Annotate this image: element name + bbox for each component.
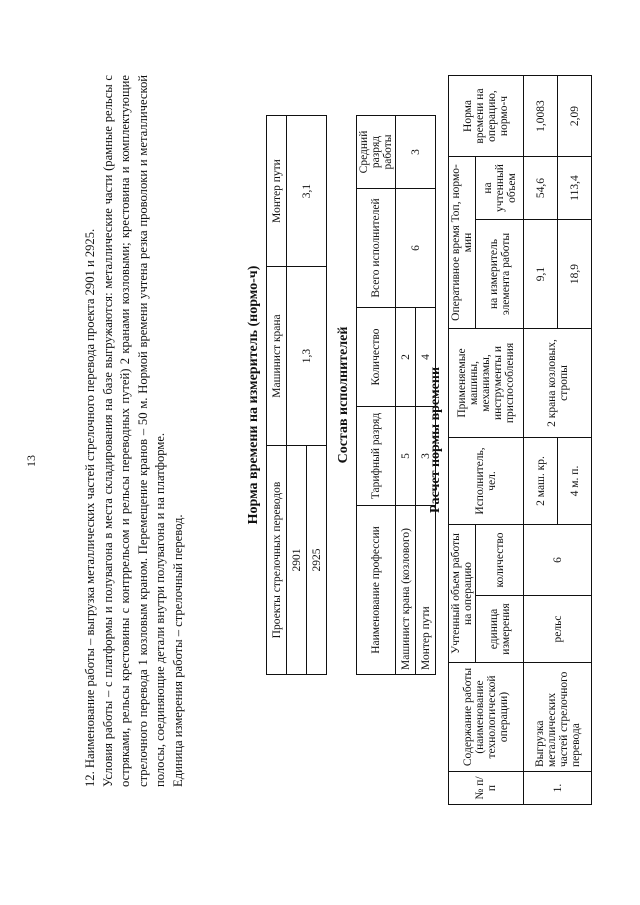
calc-row-norm-crane: 1,0083 [524, 76, 558, 157]
calc-row-content: Выгрузка металлических частей стрелочного перевода [524, 663, 592, 772]
body-text [82, 75, 188, 787]
staff-table [356, 115, 436, 675]
calc-header-per-volume: на учтенный объем [476, 157, 524, 220]
calc-row-machines: 2 крана козловых, стропы [524, 329, 592, 438]
calc-header-optime: Оперативное время Топ, нормо-мин [449, 157, 476, 329]
calc-row-unit: рельс [524, 596, 592, 663]
calc-row-exec-crane: 2 маш. кр. [524, 438, 558, 525]
calc-header-num: № п/п [449, 772, 524, 805]
staff-grade-fitter: 3 [416, 407, 436, 506]
calc-row-per-unit-crane: 9,1 [524, 220, 558, 329]
calc-header-machines: Применяемые машины, механизмы, инструменты и приспособления [449, 329, 524, 438]
calc-table-title: Расчет нормы времени [428, 366, 443, 514]
calc-header-content: Содержание работы (наименование технологической операции) [449, 663, 524, 772]
calc-header-unit: единица измерения [476, 596, 524, 663]
staff-header-avg-grade: Средний разряд работы [357, 116, 396, 189]
unit-paragraph: Единица измерения работы – стрелочный перевод. [170, 514, 185, 787]
calc-header-qty: количество [476, 525, 524, 596]
calc-row-qty: 6 [524, 525, 592, 596]
staff-count-crane: 2 [396, 308, 416, 407]
staff-total: 6 [396, 189, 436, 308]
calc-row-exec-fitter: 4 м. п. [558, 438, 592, 525]
staff-count-fitter: 4 [416, 308, 436, 407]
norm-value-fitter: 3,1 [287, 116, 327, 267]
staff-header-count: Количество [357, 308, 396, 407]
staff-grade-crane: 5 [396, 407, 416, 506]
staff-header-profession: Наименование профессии [357, 506, 396, 675]
norm-header-projects: Проекты стрелочных переводов [267, 446, 287, 675]
staff-header-total: Всего исполнителей [357, 189, 396, 308]
page-number: 13 [24, 455, 38, 467]
calc-header-volume: Учтенный объем работы на операцию [449, 525, 476, 663]
norm-project-2901: 2901 [287, 446, 307, 675]
calc-header-per-unit: на измеритель элемента работы [476, 220, 524, 329]
calc-row-per-vol-crane: 54,6 [524, 157, 558, 220]
calc-row-per-vol-fitter: 113,4 [558, 157, 592, 220]
calc-header-norm: Норма времени на операцию, нормо-ч [449, 76, 524, 157]
staff-profession-fitter: Монтер пути [416, 506, 436, 675]
staff-avg-grade: 3 [396, 116, 436, 189]
norm-value-crane: 1,3 [287, 267, 327, 446]
calc-header-executor: Исполнитель, чел. [449, 438, 524, 525]
calc-row-per-unit-fitter: 18,9 [558, 220, 592, 329]
norm-header-track-fitter: Монтер пути [267, 116, 287, 267]
staff-header-grade: Тарифный разряд [357, 407, 396, 506]
norm-header-crane-operator: Машинист крана [267, 267, 287, 446]
calc-row-norm-fitter: 2,09 [558, 76, 592, 157]
norm-project-2925: 2925 [307, 446, 327, 675]
staff-table-title: Состав исполнителей [336, 326, 351, 464]
staff-profession-crane: Машинист крана (козлового) [396, 506, 416, 675]
calc-row-num: 1. [524, 772, 592, 805]
work-conditions-paragraph: Условия работы – с платформы и полувагона в места складирования на базе выгружаются: металлические части (рамные рельсы с остряками, рельсы крестовины с контррельсом и рельсы переводных путей) 2 кранами козловыми; крестовина и комплектующие стрелочного перевода 1 козловым краном. Перемещение кранов – 50 м. Нормой времени учтена резка проволоки и металлической полосы, соединяющие детали внутри полувагона и на платформе. [100, 75, 168, 787]
norm-table-title: Норма времени на измеритель (нормо-ч) [246, 265, 261, 525]
norm-table [266, 115, 327, 675]
work-name-paragraph: 12. Наименование работы – выгрузка металлических частей стрелочного перевода проекта 2901 и 2925. [83, 228, 97, 787]
calc-table [448, 75, 592, 805]
